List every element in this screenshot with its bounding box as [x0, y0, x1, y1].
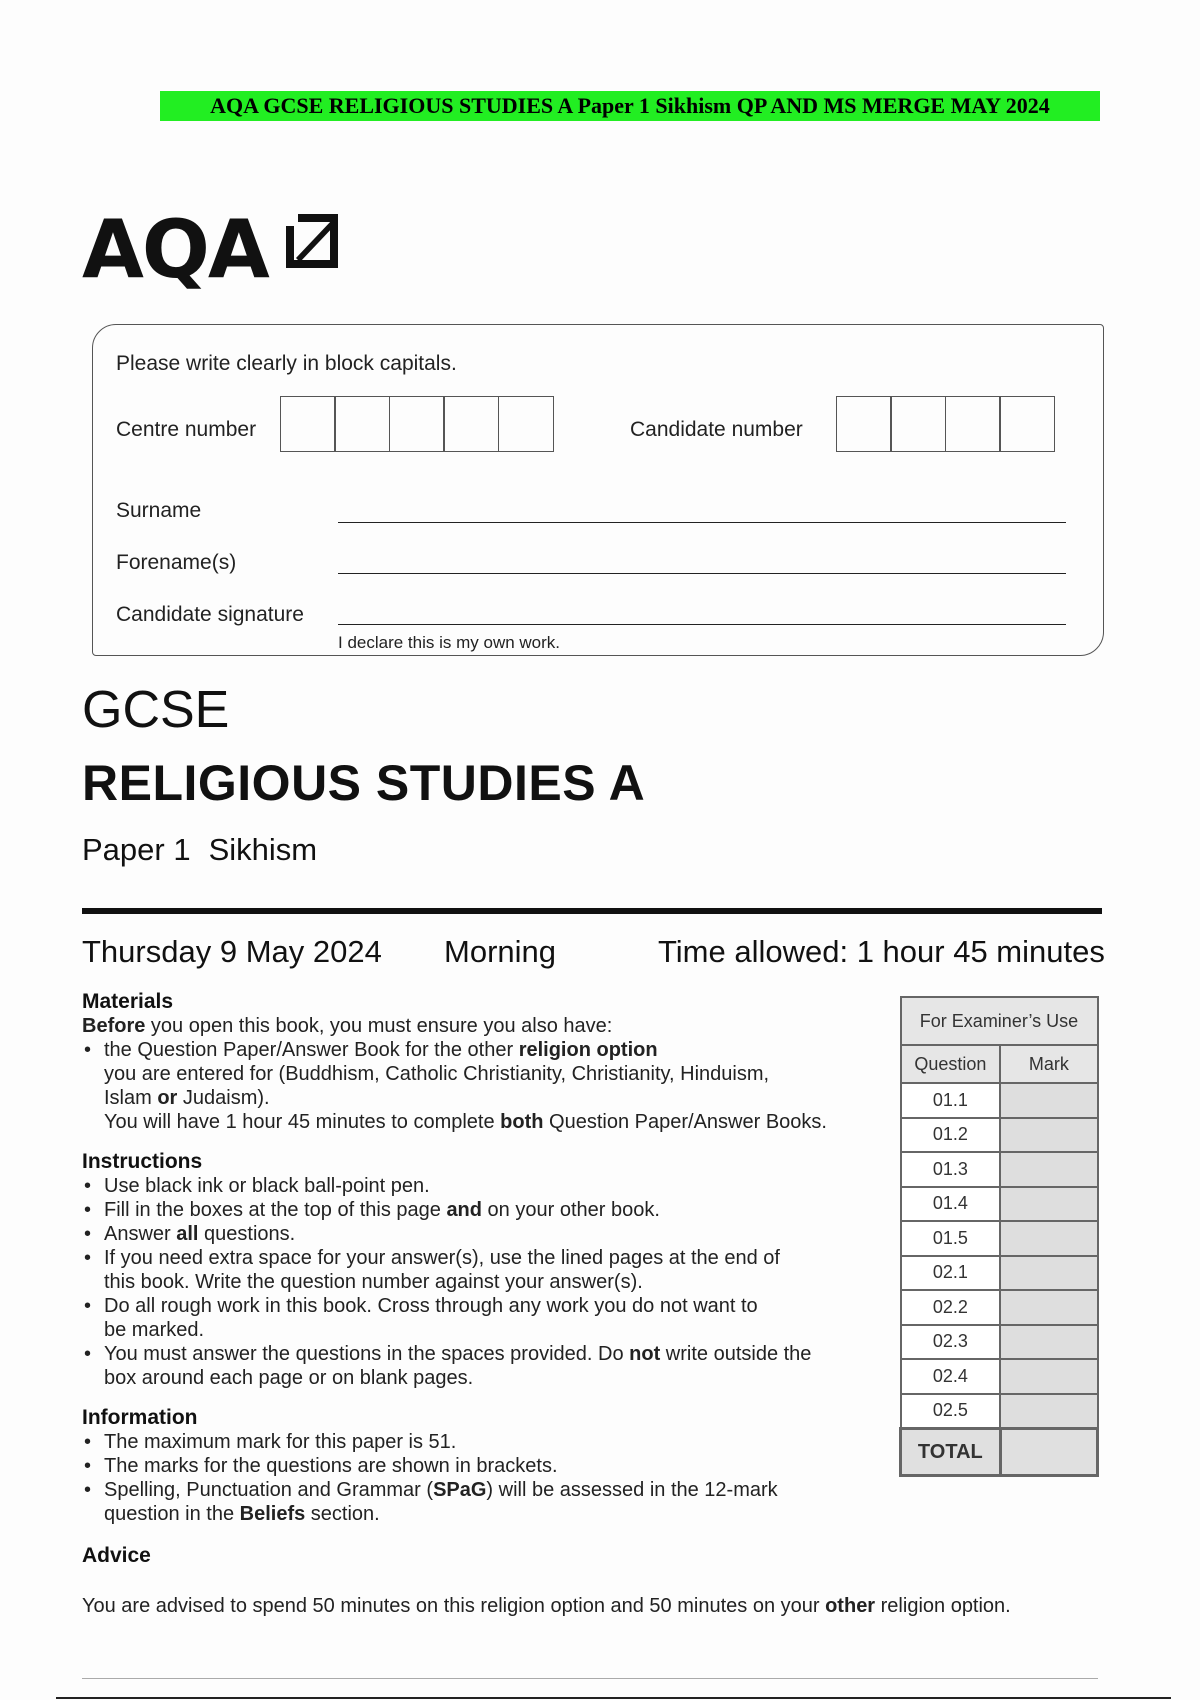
materials-intro: Before you open this book, you must ensure you also have:	[82, 1015, 613, 1037]
centre-number-digit[interactable]	[443, 396, 499, 452]
question-number: 01.4	[901, 1187, 1001, 1222]
question-number: 01.1	[901, 1083, 1001, 1118]
table-row	[901, 1083, 1098, 1118]
materials-item: • the Question Paper/Answer Book for the other religion option you are entered for (Buddhism, Catholic Christianity, Christianity, Hinduism, Islam or Judaism). You will have 1 hour 45 minutes to complete both Question Paper/Answer Books.	[82, 1038, 882, 1134]
candidate-number-digit[interactable]	[999, 396, 1055, 452]
paper-option: Sikhism	[208, 832, 318, 867]
advice-heading: Advice	[82, 1544, 151, 1567]
document-banner: AQA GCSE RELIGIOUS STUDIES A Paper 1 Sikhism QP AND MS MERGE MAY 2024	[160, 91, 1100, 121]
instruction-item: • You must answer the questions in the spaces provided. Do not write outside the box around each page or on blank pages.	[82, 1342, 882, 1390]
mark-cell[interactable]	[1000, 1187, 1097, 1222]
candidate-number-boxes	[837, 396, 1055, 452]
forenames-label: Forename(s)	[116, 551, 237, 574]
aqa-logo	[82, 203, 268, 296]
table-row	[901, 1187, 1098, 1222]
paper-title	[82, 832, 317, 868]
question-number: 02.3	[901, 1325, 1001, 1360]
question-number: 01.5	[901, 1221, 1001, 1256]
mark-cell[interactable]	[1000, 1256, 1097, 1291]
candidate-number-label: Candidate number	[630, 418, 803, 441]
signature-line[interactable]	[338, 624, 1066, 625]
total-row	[901, 1429, 1098, 1476]
centre-number-boxes	[281, 396, 554, 452]
instructions-heading: Instructions	[82, 1150, 203, 1173]
exam-session: Morning	[444, 934, 556, 969]
mark-cell[interactable]	[1000, 1083, 1097, 1118]
surname-label: Surname	[116, 499, 202, 522]
centre-number-label: Centre number	[116, 418, 257, 441]
mark-cell[interactable]	[1000, 1359, 1097, 1394]
question-number: 02.1	[901, 1256, 1001, 1291]
table-row	[901, 1221, 1098, 1256]
table-row	[901, 1359, 1098, 1394]
information-item: • The marks for the questions are shown in brackets.	[82, 1454, 882, 1478]
centre-number-digit[interactable]	[389, 396, 445, 452]
centre-number-digit[interactable]	[498, 396, 554, 452]
instruction-item: • Fill in the boxes at the top of this page and on your other book.	[82, 1198, 882, 1222]
question-number: 02.5	[901, 1394, 1001, 1429]
qualification-title: GCSE	[82, 681, 230, 739]
materials-heading: Materials	[82, 990, 174, 1013]
total-label: TOTAL	[901, 1429, 1001, 1476]
aqa-tick-mark-icon	[282, 212, 340, 272]
block-capitals-instruction: Please write clearly in block capitals.	[116, 352, 457, 375]
signature-label: Candidate signature	[116, 603, 304, 626]
mark-cell[interactable]	[1000, 1152, 1097, 1187]
exam-date: Thursday 9 May 2024	[82, 934, 382, 969]
information-item: • The maximum mark for this paper is 51.	[82, 1430, 882, 1454]
instructions-column	[82, 990, 882, 1568]
mark-cell[interactable]	[1000, 1221, 1097, 1256]
question-number: 02.4	[901, 1359, 1001, 1394]
table-row	[901, 1290, 1098, 1325]
mark-cell[interactable]	[1000, 1325, 1097, 1360]
advice-text: You are advised to spend 50 minutes on this religion option and 50 minutes on your other religion option.	[82, 1595, 1011, 1617]
information-heading: Information	[82, 1406, 198, 1429]
paper-number: Paper 1	[82, 832, 191, 867]
mark-column-header: Mark	[1000, 1045, 1097, 1083]
examiner-table-title: For Examiner’s Use	[901, 997, 1098, 1045]
forenames-line[interactable]	[338, 573, 1066, 574]
instruction-item: • Use black ink or black ball-point pen.	[82, 1174, 882, 1198]
centre-number-digit[interactable]	[334, 396, 390, 452]
mark-cell[interactable]	[1000, 1394, 1097, 1429]
candidate-number-digit[interactable]	[945, 396, 1001, 452]
materials-list	[82, 1038, 882, 1134]
question-number: 02.2	[901, 1290, 1001, 1325]
table-row	[901, 1256, 1098, 1291]
candidate-number-digit[interactable]	[836, 396, 892, 452]
table-row	[901, 1394, 1098, 1429]
instruction-item: • If you need extra space for your answer(s), use the lined pages at the end of this book. Write the question number against your answer(s).	[82, 1246, 882, 1294]
mark-cell[interactable]	[1000, 1290, 1097, 1325]
examiner-use-table	[899, 996, 1099, 1477]
question-number: 01.3	[901, 1152, 1001, 1187]
table-row	[901, 1118, 1098, 1153]
information-list	[82, 1430, 882, 1526]
candidate-number-digit[interactable]	[890, 396, 946, 452]
surname-line[interactable]	[338, 522, 1066, 523]
page-bottom-rule	[56, 1697, 1171, 1699]
question-column-header: Question	[901, 1045, 1001, 1083]
table-row	[901, 1152, 1098, 1187]
centre-number-digit[interactable]	[280, 396, 336, 452]
title-rule	[82, 908, 1102, 914]
footer-rule	[82, 1678, 1098, 1679]
aqa-logo-text: AQA	[82, 203, 268, 296]
information-item: • Spelling, Punctuation and Grammar (SPaG) will be assessed in the 12-mark question in the Beliefs section.	[82, 1478, 882, 1526]
total-mark-cell[interactable]	[1000, 1429, 1097, 1476]
table-row	[901, 1325, 1098, 1360]
instruction-item: • Answer all questions.	[82, 1222, 882, 1246]
time-allowed: Time allowed: 1 hour 45 minutes	[658, 934, 1105, 969]
subject-title: RELIGIOUS STUDIES A	[82, 755, 646, 811]
question-number: 01.2	[901, 1118, 1001, 1153]
instructions-list	[82, 1174, 882, 1390]
instruction-item: • Do all rough work in this book. Cross through any work you do not want to be marked.	[82, 1294, 882, 1342]
declaration-text: I declare this is my own work.	[338, 633, 561, 652]
mark-cell[interactable]	[1000, 1118, 1097, 1153]
